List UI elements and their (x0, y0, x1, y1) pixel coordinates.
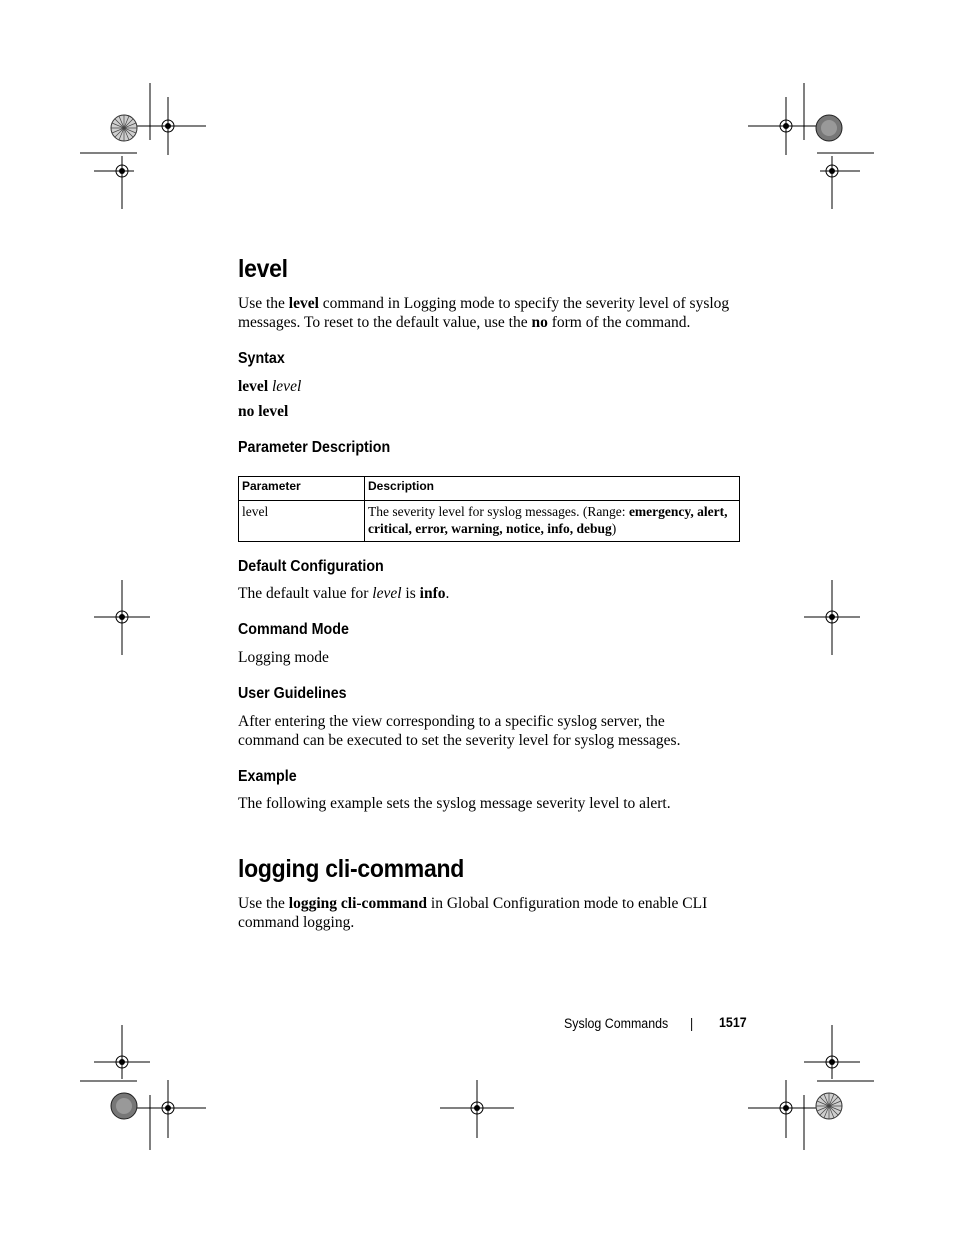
syntax-command: no level (238, 403, 289, 420)
heading-parameter-description: Parameter Description (238, 439, 391, 456)
table-row (239, 501, 740, 542)
intro-text: Use the (238, 895, 289, 912)
keyword-level: level (288, 295, 319, 312)
parameter-table (238, 476, 740, 542)
heading-user-guidelines: User Guidelines (238, 685, 347, 702)
table-header-cell: Parameter (239, 477, 365, 501)
heading-command-mode: Command Mode (238, 621, 349, 638)
page-number: 1517 (719, 1015, 747, 1030)
intro-text: messages. To reset to the default value, use the (238, 314, 532, 331)
syntax-argument: level (272, 378, 302, 395)
default-configuration-text (238, 584, 449, 603)
keyword-no: no (531, 314, 548, 331)
description-text: The severity level for syslog messages. (Range: (368, 504, 629, 519)
description-text: ) (611, 521, 617, 536)
description-keywords: emergency, alert, critical, error, warning, notice, info, debug (368, 504, 728, 536)
table-header-row (239, 477, 740, 501)
default-text: is (401, 585, 420, 602)
default-text: The default value for (238, 585, 373, 602)
keyword-logging-cli-command: logging cli-command (288, 895, 428, 912)
section-title-logging-cli-command: logging cli-command (238, 855, 465, 883)
intro-text: form of the command. (547, 314, 691, 331)
intro-text: command logging. (238, 914, 355, 931)
table-cell-parameter: level (239, 501, 365, 542)
default-keyword: info (419, 585, 446, 602)
user-guidelines-text (238, 712, 758, 750)
syntax-line-1 (238, 377, 301, 396)
syntax-line-2 (238, 402, 288, 421)
level-intro (238, 294, 748, 332)
default-text: . (445, 585, 450, 602)
guidelines-line: After entering the view corresponding to a specific syslog server, the (238, 713, 665, 730)
example-text: The following example sets the syslog message severity level to alert. (238, 795, 671, 812)
command-mode-text: Logging mode (238, 649, 329, 666)
default-argument: level (372, 585, 402, 602)
heading-example: Example (238, 768, 297, 785)
section-title-level: level (238, 255, 288, 283)
footer-chapter: Syslog Commands (564, 1016, 669, 1031)
intro-text: in Global Configuration mode to enable CLI (427, 895, 708, 912)
logging-cli-command-intro (238, 894, 758, 932)
heading-default-configuration: Default Configuration (238, 558, 384, 575)
intro-text: Use the (238, 295, 289, 312)
guidelines-line: command can be executed to set the severity level for syslog messages. (238, 732, 681, 749)
table-header-cell: Description (365, 477, 740, 501)
heading-syntax: Syntax (238, 350, 285, 367)
footer-separator: | (690, 1016, 694, 1031)
table-cell-description (365, 501, 740, 542)
syntax-command: level (238, 378, 269, 395)
intro-text: command in Logging mode to specify the severity level of syslog (318, 295, 730, 312)
